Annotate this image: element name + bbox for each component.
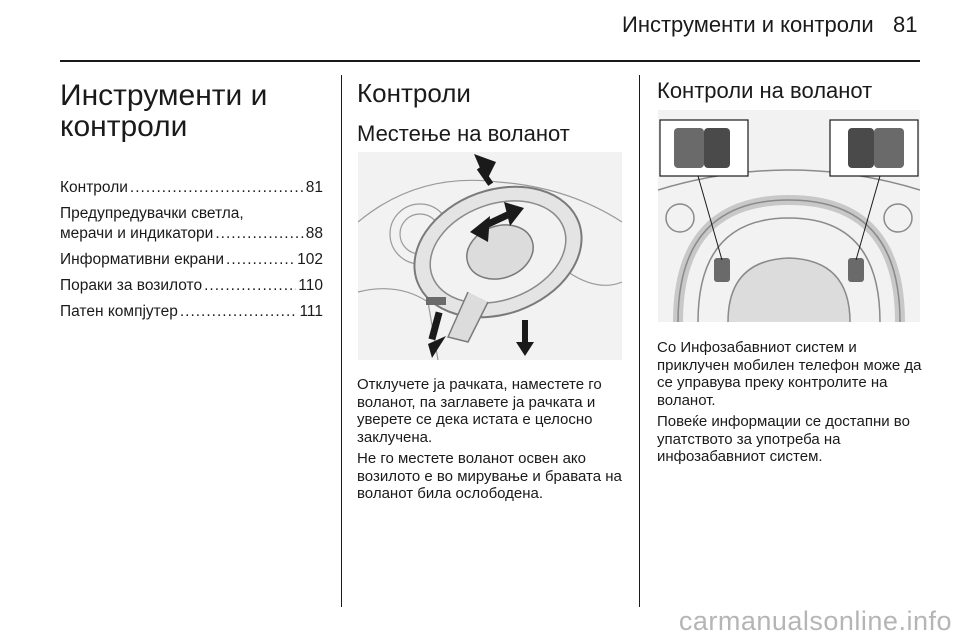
steering-controls-paragraph-2: Повеќе информации се достапни во упатството за употреба на инфозабавниот систем. [657, 413, 910, 465]
toc-entry-page: 102 [297, 251, 323, 268]
chapter-title-line1: Инструменти и [60, 79, 268, 112]
toc-entry-page: 81 [305, 179, 323, 196]
toc-line [60, 276, 323, 296]
section-title: Контроли [357, 78, 471, 108]
subsection-title-steering-controls: Контроли на воланот [657, 78, 873, 103]
toc-entry-label: мерачи и индикатори [60, 225, 214, 242]
right-button-panel [848, 128, 874, 168]
left-button-panel [674, 128, 704, 168]
toc-line [60, 224, 323, 244]
steering-adjustment-figure [358, 152, 622, 360]
steering-adjustment-illustration [358, 152, 622, 360]
steering-controls-paragraph-1: Со Инфозабавниот систем и приклучен мобилен телефон може да се управува преку контролите на воланот. [657, 339, 922, 409]
toc-entry-page: 110 [298, 277, 323, 294]
right-button-panel-2 [874, 128, 904, 168]
left-button-panel-2 [704, 128, 730, 168]
toc-entry-page: 88 [305, 225, 323, 242]
column-divider-right [639, 75, 640, 607]
toc-leader-dots [204, 276, 296, 296]
toc-entry-label: Контроли [60, 179, 128, 196]
footer-brand-watermark: carmanualsonline.info [678, 606, 952, 636]
subsection-title-steering-adjustment: Местење на воланот [357, 121, 570, 146]
toc-entry-label: Патен компјутер [60, 303, 178, 320]
steering-adjustment-paragraph-1: Отклучете ја рачката, наместете го воланот, па заглавете ја рачката и уверете се дека истата е целосно заклучена. [357, 376, 602, 446]
toc-entry-trip-computer[interactable] [60, 302, 323, 322]
steering-controls-figure [658, 110, 920, 322]
arrow-down-shaft [522, 320, 528, 344]
adjustment-lever [426, 297, 446, 305]
column-divider-left [341, 75, 342, 607]
steering-adjustment-paragraph-2: Не го местете воланот освен ако возилото е во мирување и бравата на воланот била ослободена. [357, 450, 622, 502]
chapter-title [60, 80, 330, 142]
page-number: 81 [893, 12, 918, 37]
left-spoke-buttons [714, 258, 730, 282]
console-outline [568, 272, 622, 285]
toc-line [60, 178, 323, 198]
table-of-contents [60, 178, 323, 328]
arrow-down-icon [516, 342, 534, 356]
steering-wheel-hub [728, 258, 850, 322]
toc-leader-dots [130, 178, 304, 198]
toc-leader-dots [215, 224, 303, 244]
right-spoke-buttons [848, 258, 864, 282]
toc-line [60, 302, 323, 322]
toc-entry-label: Пораки за возилото [60, 277, 203, 294]
toc-entry-controls[interactable] [60, 178, 323, 198]
toc-line [60, 250, 323, 270]
toc-entry-info-displays[interactable] [60, 250, 323, 270]
header-rule [60, 60, 920, 62]
toc-entry-warning-lights[interactable] [60, 204, 323, 244]
running-header-title: Инструменти и контроли [622, 12, 874, 37]
toc-leader-dots [180, 302, 298, 322]
air-vent-left [666, 204, 694, 232]
steering-controls-illustration [658, 110, 920, 322]
toc-leader-dots [226, 250, 295, 270]
air-vent-right [884, 204, 912, 232]
toc-entry-page: 111 [299, 303, 323, 320]
toc-entry-label: Информативни екрани [60, 251, 225, 268]
toc-entry-vehicle-messages[interactable] [60, 276, 323, 296]
chapter-title-line2: контроли [60, 110, 188, 143]
toc-entry-label: Предупредувачки светла, [60, 205, 244, 222]
